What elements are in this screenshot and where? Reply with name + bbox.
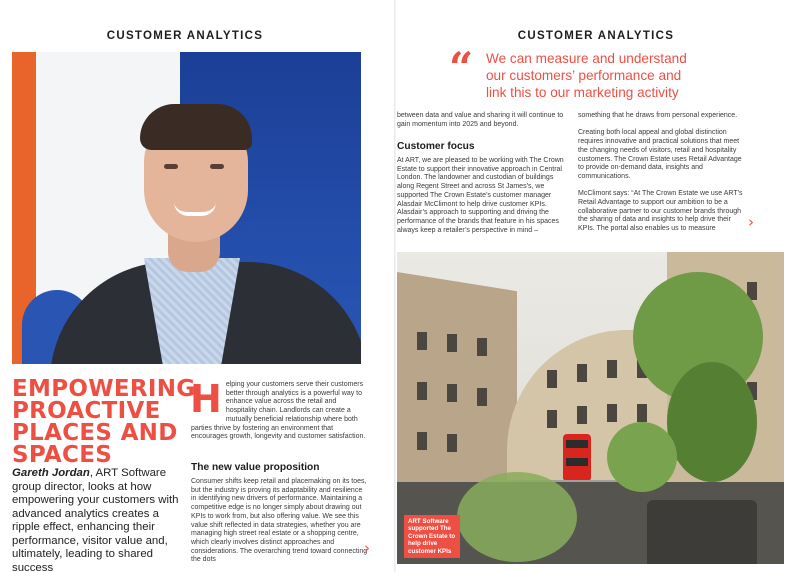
body-value-proposition: Consumer shifts keep retail and placemaking on its toes, but the industry is proving its adaptability and resilience in identifying new drivers of performance. Maintaining a competitive edge is no longer simply about drawing out KPIs to work from, but also offering value. We see this value shift reflected in data strategies, whether you are managing high street real estate or a shopping centre, which clearly involves distinct approaches and considerations. The overarching trend toward connecting the dots — [191, 478, 368, 564]
left-page — [0, 0, 396, 572]
headline-line: SPACES — [12, 442, 113, 468]
body-paragraph: McClimont says: “At The Crown Estate we use ART’s Retail Advantage to support our ambition to be a collaborative partner to our customer brands through the sharing of data and insights to help drive their KPIs. The portal also enables us to measure — [578, 190, 743, 233]
section-label-left: CUSTOMER ANALYTICS — [106, 30, 264, 42]
drop-cap: H — [190, 377, 222, 421]
section-label-right: CUSTOMER ANALYTICS — [517, 30, 675, 42]
body-customer-focus: At ART, we are pleased to be working with The Crown Estate to support their innovative approach in Central London. The landowner and custodian of buildings along Regent Street and across St James’s, we supported The Crown Estate’s customer manager Alasdair McClimont to help drive customer KPIs. Alasdair’s approach to supporting and driving the performance of the brands that feature in his spaces always keep a retailer’s perspective in mind – — [397, 157, 564, 234]
body-continued: between data and value and sharing it will continue to gain momentum into 2025 and beyond. — [397, 112, 564, 128]
photo-caption: ART Software supported The Crown Estate to help drive customer KPIs — [404, 515, 460, 558]
body-column-right — [578, 112, 746, 234]
pull-quote: We can measure and understand our customers’ performance and link this to our marketing activity — [486, 51, 687, 100]
continue-arrow-icon: › — [364, 539, 370, 557]
headline-line: PROACTIVE — [12, 398, 161, 424]
red-bus — [563, 434, 591, 480]
body-paragraph: something that he draws from personal experience. — [578, 112, 738, 119]
author-portrait-photo — [12, 52, 361, 364]
intro-text: elping your customers serve their customers better through analytics is a powerful way to enhance value across the retail and hospitality chain. Landlords can create a mutually beneficial relationship where both parties thrive by fostering an environment that encourages growth, longevity and customer satisfaction. — [191, 381, 366, 441]
continue-arrow-icon: › — [748, 213, 754, 231]
quote-mark-icon: “ — [449, 43, 474, 92]
headline-line: EMPOWERING — [12, 376, 196, 402]
standfirst-text: , ART Software group director, looks at how empowering your customers with advanced analytics creates a ripple effect, enhancing their performance, visitor value and, ultimately, leading to shared success — [12, 467, 179, 572]
intro-paragraph — [190, 377, 369, 442]
headline-line: PLACES AND — [12, 420, 178, 446]
article-headline — [12, 376, 196, 468]
subhead-value-proposition: The new value proposition — [191, 462, 320, 473]
standfirst — [12, 467, 184, 572]
body-paragraph: Creating both local appeal and global distinction requires innovative and practical solutions that meet the changing needs of visitors, retail and hospitality customers. The Crown Estate uses Retail Advantage to provide on-demand data, insights and communications. — [578, 129, 742, 180]
author-name: Gareth Jordan — [12, 467, 90, 479]
subhead-customer-focus: Customer focus — [397, 141, 475, 152]
